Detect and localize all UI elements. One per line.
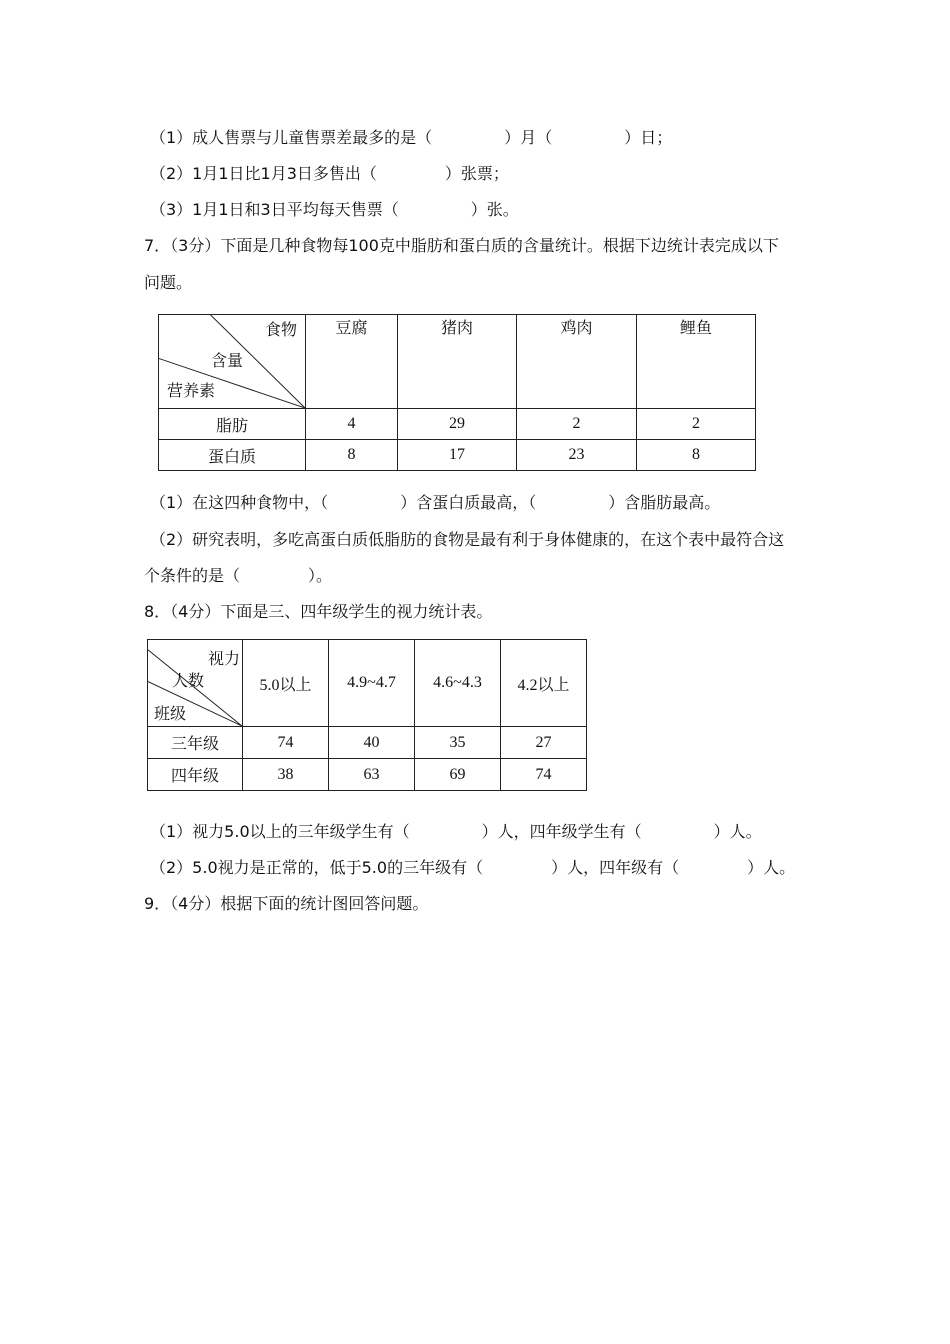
q8-intro: 8．（4分）下面是三、四年级学生的视力统计表。 — [144, 602, 493, 621]
table-cell: 38 — [243, 759, 329, 791]
q6-part-1-text-a: （1）成人售票与儿童售票差最多的是（ — [150, 128, 433, 147]
q8-q2-text-a: （2）5.0视力是正常的，低于5.0的三年级有（ — [150, 858, 484, 877]
column-header: 鲤鱼 — [637, 315, 756, 409]
table-cell: 23 — [517, 440, 637, 471]
food-nutrition-table — [158, 314, 756, 471]
q8-q2-text-b: ）人，四年级有（ — [551, 858, 680, 877]
corner-label-food: 食物 — [264, 320, 297, 339]
column-header: 豆腐 — [306, 315, 398, 409]
table-header-row — [148, 640, 587, 727]
q7-intro-line1: 7．（3分）下面是几种食物每100克中脂肪和蛋白质的含量统计。根据下边统计表完成以下 — [144, 236, 779, 255]
q6-part-1-text-b: ）月（ — [504, 128, 553, 147]
table-cell: 74 — [501, 759, 587, 791]
q7-q1-text-b: ）含蛋白质最高，（ — [400, 493, 537, 512]
column-header: 4.9~4.7 — [329, 640, 415, 727]
table-corner-cell — [159, 315, 306, 409]
q8-q1-text-b: ）人，四年级学生有（ — [481, 822, 642, 841]
table-cell: 8 — [637, 440, 756, 471]
q9-intro: 9．（4分）根据下面的统计图回答问题。 — [144, 894, 429, 913]
q6-part-1 — [150, 128, 672, 148]
table-row — [148, 727, 587, 759]
row-label: 蛋白质 — [159, 440, 306, 471]
q6-part-2-text-b: ）张票； — [444, 164, 509, 183]
q7-question-2-line2 — [144, 566, 332, 586]
q8-q1-text-a: （1）视力5.0以上的三年级学生有（ — [150, 822, 410, 841]
q6-part-3-text-a: （3）1月1日和3日平均每天售票（ — [150, 200, 399, 219]
q6-part-2 — [150, 164, 509, 184]
corner-label-vision: 视力 — [207, 649, 240, 668]
row-label: 四年级 — [148, 759, 243, 791]
column-header: 猪肉 — [398, 315, 517, 409]
row-label: 脂肪 — [159, 409, 306, 440]
q7-question-2-line1: （2）研究表明，多吃高蛋白质低脂肪的食物是最有利于身体健康的，在这个表中最符合这 — [150, 530, 785, 549]
q7-question-1 — [150, 493, 720, 513]
q6-part-3-text-b: ）张。 — [470, 200, 519, 219]
column-header: 4.6~4.3 — [415, 640, 501, 727]
table-cell: 27 — [501, 727, 587, 759]
table-cell: 63 — [329, 759, 415, 791]
q7-q2-text-a: 个条件的是（ — [144, 566, 241, 585]
table-cell: 2 — [517, 409, 637, 440]
table-cell: 69 — [415, 759, 501, 791]
q8-question-1 — [150, 822, 762, 842]
q7-q2-text-b: ）。 — [308, 566, 333, 585]
table-cell: 40 — [329, 727, 415, 759]
table-row — [148, 759, 587, 791]
table-cell: 8 — [306, 440, 398, 471]
table-row — [159, 409, 756, 440]
column-header: 鸡肉 — [517, 315, 637, 409]
table-header-row — [159, 315, 756, 409]
row-label: 三年级 — [148, 727, 243, 759]
q8-q1-text-c: ）人。 — [713, 822, 762, 841]
table-cell: 17 — [398, 440, 517, 471]
q7-q1-text-c: ）含脂肪最高。 — [608, 493, 721, 512]
table-cell: 35 — [415, 727, 501, 759]
q7-intro-line2: 问题。 — [144, 273, 193, 292]
column-header: 4.2以上 — [501, 640, 587, 727]
table-cell: 4 — [306, 409, 398, 440]
q8-q2-text-c: ）人。 — [747, 858, 796, 877]
table-cell: 29 — [398, 409, 517, 440]
table-cell: 2 — [637, 409, 756, 440]
q7-q1-text-a: （1）在这四种食物中，（ — [150, 493, 329, 512]
column-header: 5.0以上 — [243, 640, 329, 727]
corner-label-class: 班级 — [154, 704, 187, 723]
q6-part-2-text-a: （2）1月1日比1月3日多售出（ — [150, 164, 377, 183]
q6-part-1-text-c: ）日； — [624, 128, 673, 147]
table-row — [159, 440, 756, 471]
vision-table — [147, 639, 587, 791]
q6-part-3 — [150, 200, 519, 220]
corner-label-content: 含量 — [211, 351, 244, 370]
corner-label-nutrient: 营养素 — [167, 381, 216, 400]
table-cell: 74 — [243, 727, 329, 759]
q8-question-2 — [150, 858, 795, 878]
table-corner-cell — [148, 640, 243, 727]
corner-label-count: 人数 — [172, 671, 205, 690]
